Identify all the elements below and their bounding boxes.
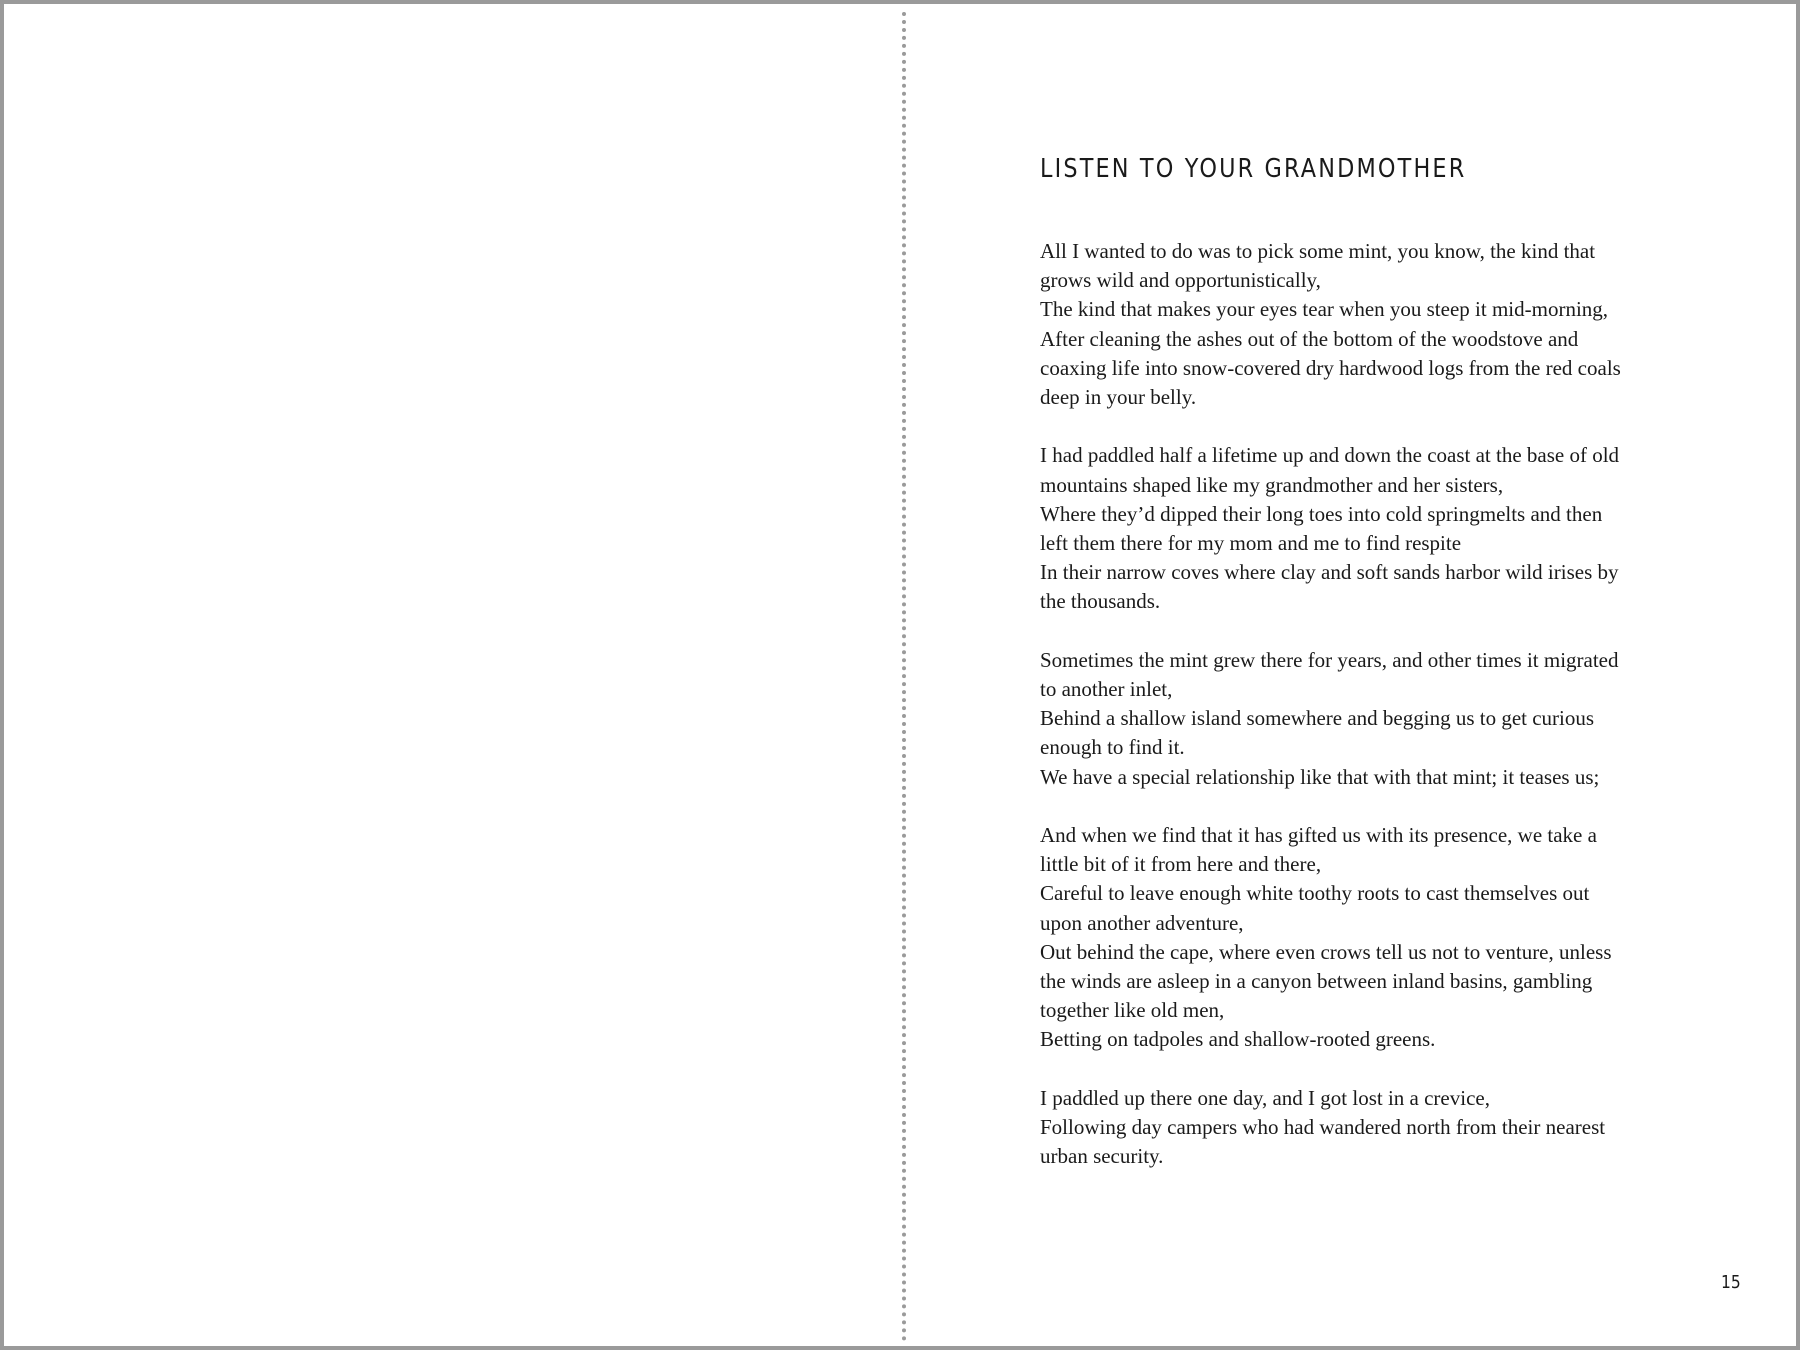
page-gutter-divider <box>902 12 906 1342</box>
poem-line: the winds are asleep in a canyon between inland basins, gambling <box>1040 969 1593 994</box>
poem-line: mountains shaped like my grandmother and her sisters, <box>1040 472 1504 497</box>
poem-line: Sometimes the mint grew there for years, and other times it migrated <box>1040 647 1619 672</box>
poem-line: Betting on tadpoles and shallow-rooted greens. <box>1040 1027 1436 1052</box>
poem-line: Behind a shallow island somewhere and begging us to get curious <box>1040 706 1595 731</box>
page-number: 15 <box>1721 1272 1741 1293</box>
poem-line: grows wild and opportunistically, <box>1040 268 1321 293</box>
poem-line: Out behind the cape, where even crows tell us not to venture, unless <box>1040 939 1612 964</box>
poem-line: Careful to leave enough white toothy roots to cast themselves out <box>1040 881 1590 906</box>
poem-line: little bit of it from here and there, <box>1040 852 1322 877</box>
left-page-blank <box>4 4 904 1346</box>
poem-body <box>1040 237 1680 1201</box>
poem-line: In their narrow coves where clay and soft sands harbor wild irises by <box>1040 560 1619 585</box>
poem-line: upon another adventure, <box>1040 910 1244 935</box>
poem-stanza <box>1040 821 1680 1055</box>
poem-stanza <box>1040 1084 1680 1172</box>
poem-line: I paddled up there one day, and I got lost in a crevice, <box>1040 1085 1490 1110</box>
poem-line: deep in your belly. <box>1040 385 1197 410</box>
poem-line: together like old men, <box>1040 998 1225 1023</box>
poem-line: After cleaning the ashes out of the bottom of the woodstove and <box>1040 326 1579 351</box>
poem-line: Where they’d dipped their long toes into cold springmelts and then <box>1040 501 1603 526</box>
poem-line: And when we find that it has gifted us with its presence, we take a <box>1040 823 1597 848</box>
poem-line: All I wanted to do was to pick some mint, you know, the kind that <box>1040 239 1596 263</box>
poem-title: LISTEN TO YOUR GRANDMOTHER <box>1040 154 1467 184</box>
poem-line: I had paddled half a lifetime up and down the coast at the base of old <box>1040 443 1620 468</box>
poem-stanza <box>1040 441 1680 616</box>
poem-line: urban security. <box>1040 1144 1164 1169</box>
poem-stanza <box>1040 237 1680 412</box>
poem-line: coaxing life into snow-covered dry hardwood logs from the red coals <box>1040 355 1621 380</box>
right-page <box>908 4 1800 1346</box>
poem-line: the thousands. <box>1040 589 1161 614</box>
poem-line: to another inlet, <box>1040 677 1173 702</box>
poem-line: We have a special relationship like that with that mint; it teases us; <box>1040 764 1600 789</box>
poem-line: enough to find it. <box>1040 735 1185 760</box>
poem-line: left them there for my mom and me to find respite <box>1040 531 1462 556</box>
poem-stanza <box>1040 646 1680 792</box>
poem-line: Following day campers who had wandered north from their nearest <box>1040 1115 1606 1140</box>
poem-line: The kind that makes your eyes tear when you steep it mid-morning, <box>1040 297 1609 322</box>
